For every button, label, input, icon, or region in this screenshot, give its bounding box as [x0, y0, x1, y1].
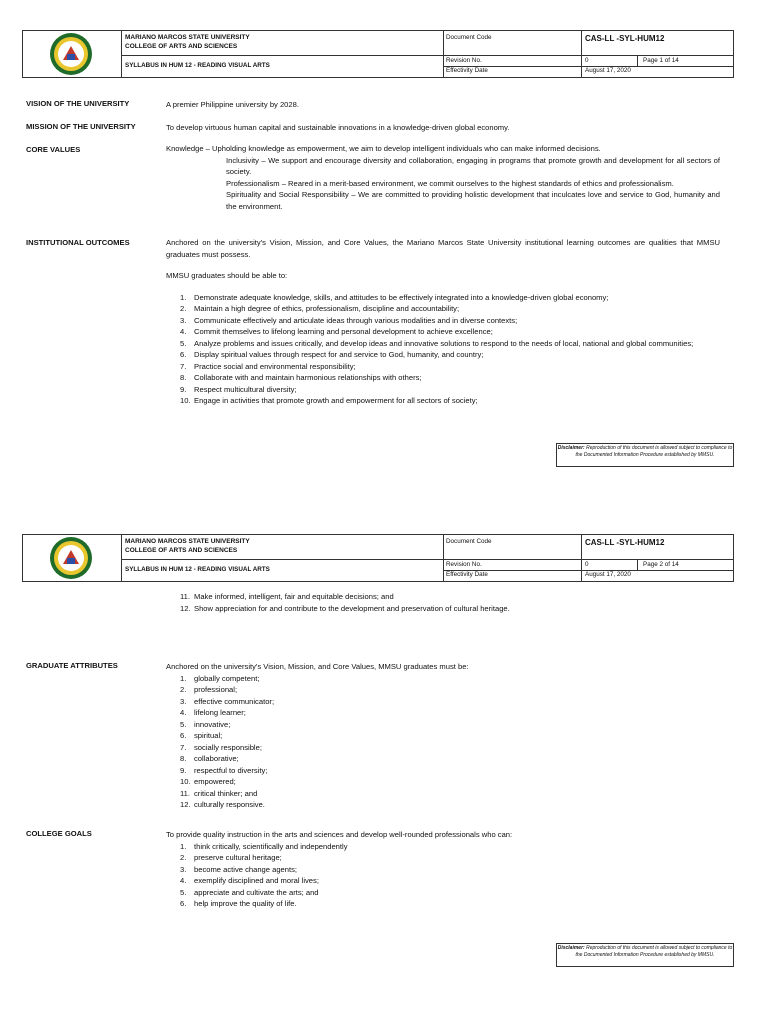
list-item: 8. collaborative;	[180, 754, 239, 763]
disclaimer-box	[556, 943, 734, 967]
college-goals	[166, 829, 720, 910]
list-item: 10. Engage in activities that promote growth and empowerment for all sectors of society;	[180, 396, 478, 405]
university-name: MARIANO MARCOS STATE UNIVERSITY	[125, 34, 250, 41]
disclaimer-text: Reproduction of this document is allowed subject to compliance to the Documented Information Procedure established by MMSU.	[575, 445, 733, 458]
list-item: 6. Display spiritual values through respect for and service to God, humanity, and country;	[180, 350, 484, 359]
college-name: COLLEGE OF ARTS AND SCIENCES	[125, 547, 238, 554]
list-item: 6. help improve the quality of life.	[180, 899, 297, 908]
syllabus-title: SYLLABUS IN HUM 12 - READING VISUAL ARTS	[125, 62, 270, 69]
list-item: 9. respectful to diversity;	[180, 765, 268, 775]
list-item: 2. Maintain a high degree of ethics, professionalism, discipline and accountability;	[180, 304, 460, 313]
header-table	[22, 534, 734, 582]
attributes-list	[180, 673, 720, 811]
list-item: 10. empowered;	[180, 777, 236, 786]
effectivity-date: August 17, 2020	[585, 571, 631, 578]
title-cell	[121, 31, 444, 77]
effectivity-date: August 17, 2020	[585, 67, 631, 74]
list-item: 7. Practice social and environmental responsibility;	[180, 361, 356, 371]
list-item: 4. lifelong learner;	[180, 708, 246, 717]
list-item: 3. Communicate effectively and articulate ideas through various modalities and in diverse contexts;	[180, 315, 518, 325]
college-name: COLLEGE OF ARTS AND SCIENCES	[125, 43, 238, 50]
outcomes-list	[180, 292, 720, 407]
page-1	[0, 0, 768, 500]
core-value-item: Professionalism – Reared in a merit-based environment, we commit ourselves to the highest standards of ethics and professionalism.	[226, 178, 674, 188]
graduate-attributes	[166, 661, 720, 811]
ga-intro: Anchored on the university's Vision, Mission, and Core Values, MMSU graduates must be:	[166, 662, 469, 671]
doc-code-label: Document Code	[446, 34, 492, 41]
list-item: 5. innovative;	[180, 719, 231, 729]
effectivity-label: Effectivity Date	[446, 67, 488, 74]
syllabus-title: SYLLABUS IN HUM 12 - READING VISUAL ARTS	[125, 566, 270, 573]
label-cell	[443, 31, 582, 77]
doc-code-label: Document Code	[446, 538, 492, 545]
revision-label: Revision No.	[446, 57, 482, 64]
revision-number: 0	[585, 561, 589, 568]
list-item: 1. think critically, scientifically and independently	[180, 841, 348, 851]
io-lead: MMSU graduates should be able to:	[166, 271, 288, 280]
core-values-list	[166, 143, 720, 212]
list-item: 5. Analyze problems and issues critically, and develop ideas and innovative solutions to respond to the needs of local, national and global communities;	[180, 338, 694, 348]
institutional-outcomes	[166, 237, 720, 407]
title-cell	[121, 535, 444, 581]
list-item: 8. Collaborate with and maintain harmonious relationships with others;	[180, 373, 422, 382]
list-item: 3. effective communicator;	[180, 696, 275, 706]
outcomes-continued	[180, 591, 734, 614]
page-number: Page 2 of 14	[643, 561, 679, 568]
page-number: Page 1 of 14	[643, 57, 679, 64]
value-cell	[581, 31, 733, 77]
list-item: 11. critical thinker; and	[180, 788, 258, 798]
core-value-item: Inclusivity – We support and encourage diversity and collaboration, engaging in programs that promote growth and development for all sectors of society.	[226, 155, 720, 176]
list-item: 4. Commit themselves to lifelong learning and personal development to achieve excellence;	[180, 327, 493, 336]
university-seal-icon	[49, 536, 93, 580]
list-item: 12. Show appreciation for and contribute to the development and preservation of cultural heritage.	[180, 603, 510, 613]
cg-intro: To provide quality instruction in the arts and sciences and develop well-rounded professionals who can:	[166, 830, 513, 839]
doc-code: CAS-LL -SYL-HUM12	[585, 34, 665, 43]
list-item: 1. globally competent;	[180, 673, 260, 683]
list-item: 2. preserve cultural heritage;	[180, 853, 282, 862]
list-item: 7. socially responsible;	[180, 742, 262, 752]
doc-code: CAS-LL -SYL-HUM12	[585, 538, 665, 547]
list-item: 6. spiritual;	[180, 731, 223, 740]
list-item: 12. culturally responsive.	[180, 800, 265, 809]
revision-number: 0	[585, 57, 589, 64]
core-value-item: Spirituality and Social Responsibility – We are committed to providing holistic development that inculcates love and service to God, humanity and the environment.	[226, 190, 720, 211]
vision-label: VISION OF THE UNIVERSITY	[26, 99, 130, 108]
list-item: 3. become active change agents;	[180, 864, 298, 874]
list-item: 11. Make informed, intelligent, fair and equitable decisions; and	[180, 592, 394, 601]
label-cell	[443, 535, 582, 581]
list-item: 1. Demonstrate adequate knowledge, skills, and attitudes to be effectively integrated into a knowledge-driven global economy;	[180, 292, 609, 302]
revision-label: Revision No.	[446, 561, 482, 568]
disclaimer-lead: Disclaimer:	[557, 445, 585, 451]
university-name: MARIANO MARCOS STATE UNIVERSITY	[125, 538, 250, 545]
institutional-outcomes-label: INSTITUTIONAL OUTCOMES	[26, 238, 130, 247]
goals-list	[180, 841, 720, 910]
core-values-label: CORE VALUES	[26, 145, 81, 154]
disclaimer-box	[556, 443, 734, 467]
college-goals-label: COLLEGE GOALS	[26, 829, 92, 838]
value-cell	[581, 535, 733, 581]
effectivity-label: Effectivity Date	[446, 571, 488, 578]
mission-text: To develop virtuous human capital and sustainable innovations in a knowledge-driven global economy.	[166, 123, 510, 132]
disclaimer-text: Reproduction of this document is allowed subject to compliance to the Documented Information Procedure established by MMSU.	[575, 945, 733, 958]
logo-cell	[23, 31, 122, 77]
header-table	[22, 30, 734, 78]
logo-cell	[23, 535, 122, 581]
university-seal-icon	[49, 32, 93, 76]
disclaimer-lead: Disclaimer:	[557, 945, 585, 951]
list-item: 4. exemplify disciplined and moral lives;	[180, 876, 319, 885]
vision-text: A premier Philippine university by 2028.	[166, 100, 299, 109]
list-item: 9. Respect multicultural diversity;	[180, 384, 297, 394]
list-item: 2. professional;	[180, 685, 238, 694]
graduate-attributes-label: GRADUATE ATTRIBUTES	[26, 661, 118, 670]
list-item: 5. appreciate and cultivate the arts; and	[180, 887, 319, 897]
io-intro: Anchored on the university's Vision, Mission, and Core Values, the Mariano Marcos State University institutional learning outcomes are qualities that MMSU graduates must possess.	[166, 238, 720, 259]
mission-label: MISSION OF THE UNIVERSITY	[26, 122, 136, 131]
core-value-item: Knowledge – Upholding knowledge as empowerment, we aim to develop intelligent individuals who can make informed decisions.	[166, 144, 601, 153]
page-2	[0, 510, 768, 1024]
